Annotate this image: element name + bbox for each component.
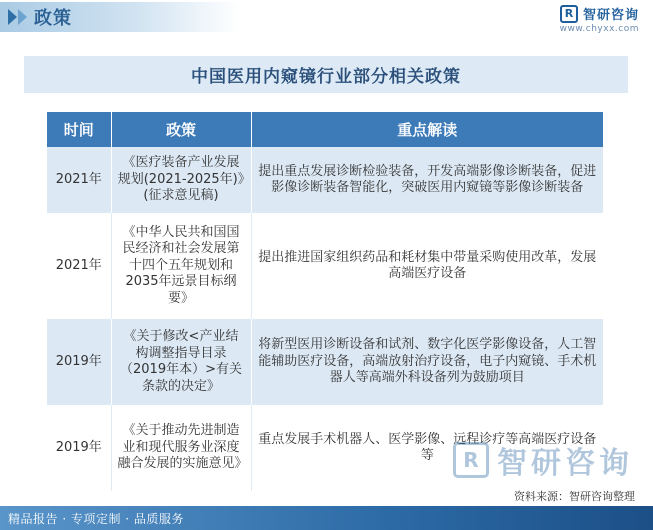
- footer-tagline: 精品报告 · 专项定制 · 品质服务: [8, 512, 184, 526]
- table-title-box: [24, 56, 628, 93]
- row-policy: 《关于推动先进制造业和现代服务业深度融合发展的实施意见》: [111, 405, 251, 491]
- brand-name: 智研咨询: [582, 8, 639, 23]
- watermark: [453, 438, 633, 482]
- table-row: [47, 147, 603, 213]
- page-header: [0, 0, 653, 44]
- double-arrow-icon: [8, 9, 28, 25]
- row-policy: 《医疗装备产业发展规划(2021-2025年)》(征求意见稿): [111, 147, 251, 213]
- brand-url: www.chyxx.com: [559, 24, 639, 34]
- source-note: 资料来源：智研咨询整理: [514, 490, 635, 503]
- table-row: [47, 213, 603, 319]
- section-header-bar: [0, 2, 240, 32]
- row-year: 2021年: [47, 213, 111, 319]
- row-year: 2019年: [47, 319, 111, 405]
- row-year: 2019年: [47, 405, 111, 491]
- page-footer: [0, 506, 653, 530]
- brand-logo-icon: R: [560, 5, 578, 23]
- section-title: 政策: [34, 8, 72, 29]
- row-policy: 《中华人民共和国国民经济和社会发展第十四个五年规划和2035年远景目标纲要》: [111, 213, 251, 319]
- row-interpretation: 重点发展手术机器人、医学影像、远程诊疗等高端医疗设备等: [251, 405, 603, 491]
- row-policy: 《关于修改<产业结构调整指导目录（2019年本）>有关条款的决定》: [111, 319, 251, 405]
- header-time: 时间: [47, 112, 111, 147]
- table-title: 中国医用内窥镜行业部分相关政策: [191, 67, 461, 87]
- row-year: 2021年: [47, 147, 111, 213]
- row-interpretation: 提出重点发展诊断检验装备，开发高端影像诊断装备，促进影像诊断装备智能化，突破医用内窥镜等影像诊断装备: [251, 147, 603, 213]
- row-interpretation: 提出推进国家组织药品和耗材集中带量采购使用改革，发展高端医疗设备: [251, 213, 603, 319]
- table-row: [47, 319, 603, 405]
- header-policy: 政策: [111, 112, 251, 147]
- watermark-text: 智研咨询: [497, 446, 633, 481]
- table-header-row: [47, 112, 603, 147]
- header-interpretation: 重点解读: [251, 112, 603, 147]
- row-interpretation: 将新型医用诊断设备和试剂、数字化医学影像设备，人工智能辅助医疗设备，高端放射治疗设备，电子内窥镜、手术机器人等高端外科设备列为鼓励项目: [251, 319, 603, 405]
- watermark-logo-icon: R: [453, 442, 489, 478]
- brand-block: [560, 4, 639, 34]
- policy-table: [47, 112, 603, 491]
